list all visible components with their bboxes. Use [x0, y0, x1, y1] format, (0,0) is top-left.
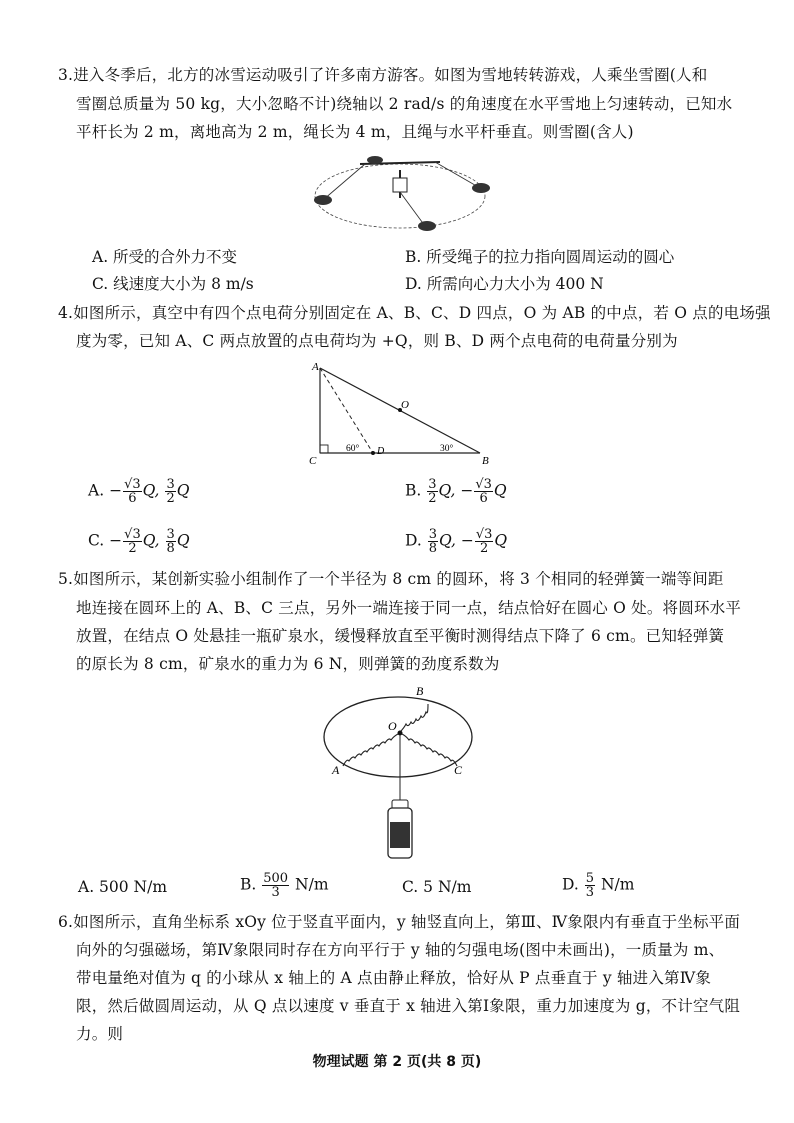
- q6-line-2: 向外的匀强磁场，第Ⅳ象限同时存在方向平行于 y 轴的匀强电场(图中未画出)，一质量为 m、: [76, 941, 725, 959]
- snow-ring-figure: [305, 148, 495, 238]
- label-b: B: [416, 684, 424, 698]
- q3-line-1: 3.进入冬季后，北方的冰雪运动吸引了许多南方游客。如图为雪地转转游戏，人乘坐雪圈(人和: [58, 66, 708, 84]
- page-footer: 物理试题 第 2 页(共 8 页): [312, 1054, 482, 1070]
- triangle-figure: [300, 358, 500, 468]
- q5-line-2: 地连接在圆环上的 A、B、C 三点，另外一端连接于同一点，结点恰好在圆心 O 处。将圆环水平: [76, 599, 742, 617]
- label-c: C: [309, 455, 317, 467]
- label-d: D: [377, 446, 385, 457]
- q4-option-d: D. $\frac{3}{8}$ Q, − $\frac{√3}{2}$ Q: [405, 527, 508, 556]
- q6-line-3: 带电量绝对值为 q 的小球从 x 轴上的 A 点由静止释放，恰好从 P 点垂直于 y 轴进入第Ⅳ象: [76, 969, 712, 987]
- q3-option-d: D. 所需向心力大小为 400 N: [405, 275, 604, 293]
- q4-line-2: 度为零，已知 A、C 两点放置的点电荷均为 +Q，则 B、D 两个点电荷的电荷量分别为: [76, 332, 678, 350]
- label-c: C: [454, 763, 463, 777]
- q4-line-1: 4.如图所示，真空中有四个点电荷分别固定在 A、B、C、D 四点，O 为 AB 的中点，若 O 点的电场强: [58, 304, 771, 322]
- label-o: O: [388, 719, 397, 733]
- q3-option-c: C. 线速度大小为 8 m/s: [92, 275, 254, 293]
- q4-option-c: C. − $\frac{√3}{2}$ Q, $\frac{3}{8}$ Q: [88, 527, 190, 556]
- q3-option-a: A. 所受的合外力不变: [92, 248, 238, 266]
- q3-line-2: 雪圈总质量为 50 kg，大小忽略不计)绕轴以 2 rad/s 的角速度在水平雪地上匀速转动，已知水: [76, 95, 733, 113]
- q5-option-b: B. $\frac{500}{3}$ N/m: [240, 871, 329, 900]
- label-a: A: [332, 763, 340, 777]
- q5-option-d: D. $\frac{5}{3}$ N/m: [562, 871, 635, 900]
- q4-option-b: B. $\frac{3}{2}$ Q, − $\frac{√3}{6}$ Q: [405, 477, 507, 506]
- angle-30-label: 30°: [440, 444, 454, 454]
- angle-60-label: 60°: [346, 444, 360, 454]
- label-o: O: [401, 399, 409, 411]
- q5-line-3: 放置，在结点 O 处悬挂一瓶矿泉水，缓慢释放直至平衡时测得结点下降了 6 cm。已知轻弹簧: [76, 627, 725, 645]
- q5-line-1: 5.如图所示，某创新实验小组制作了一个半径为 8 cm 的圆环，将 3 个相同的轻弹簧一端等间距: [58, 570, 724, 588]
- q6-line-4: 限，然后做圆周运动，从 Q 点以速度 v 垂直于 x 轴进入第Ⅰ象限，重力加速度为 g，不计空气阻: [76, 997, 741, 1015]
- q3-line-3: 平杆长为 2 m，离地高为 2 m，绳长为 4 m，且绳与水平杆垂直。则雪圈(含人): [76, 123, 634, 141]
- spring-ring-figure: [318, 682, 478, 864]
- label-a: A: [312, 361, 319, 373]
- q3-option-b: B. 所受绳子的拉力指向圆周运动的圆心: [405, 248, 675, 266]
- q6-line-1: 6.如图所示，直角坐标系 xOy 位于竖直平面内，y 轴竖直向上，第Ⅲ、Ⅳ象限内有垂直于坐标平面: [58, 913, 741, 931]
- q4-option-a: A. − $\frac{√3}{6}$ Q, $\frac{3}{2}$ Q: [88, 477, 190, 506]
- q5-option-c: C. 5 N/m: [402, 878, 472, 896]
- label-b: B: [482, 455, 489, 467]
- q5-option-a: A. 500 N/m: [78, 878, 168, 896]
- q5-line-4: 的原长为 8 cm，矿泉水的重力为 6 N，则弹簧的劲度系数为: [76, 655, 500, 673]
- q6-line-5: 力。则: [76, 1025, 124, 1043]
